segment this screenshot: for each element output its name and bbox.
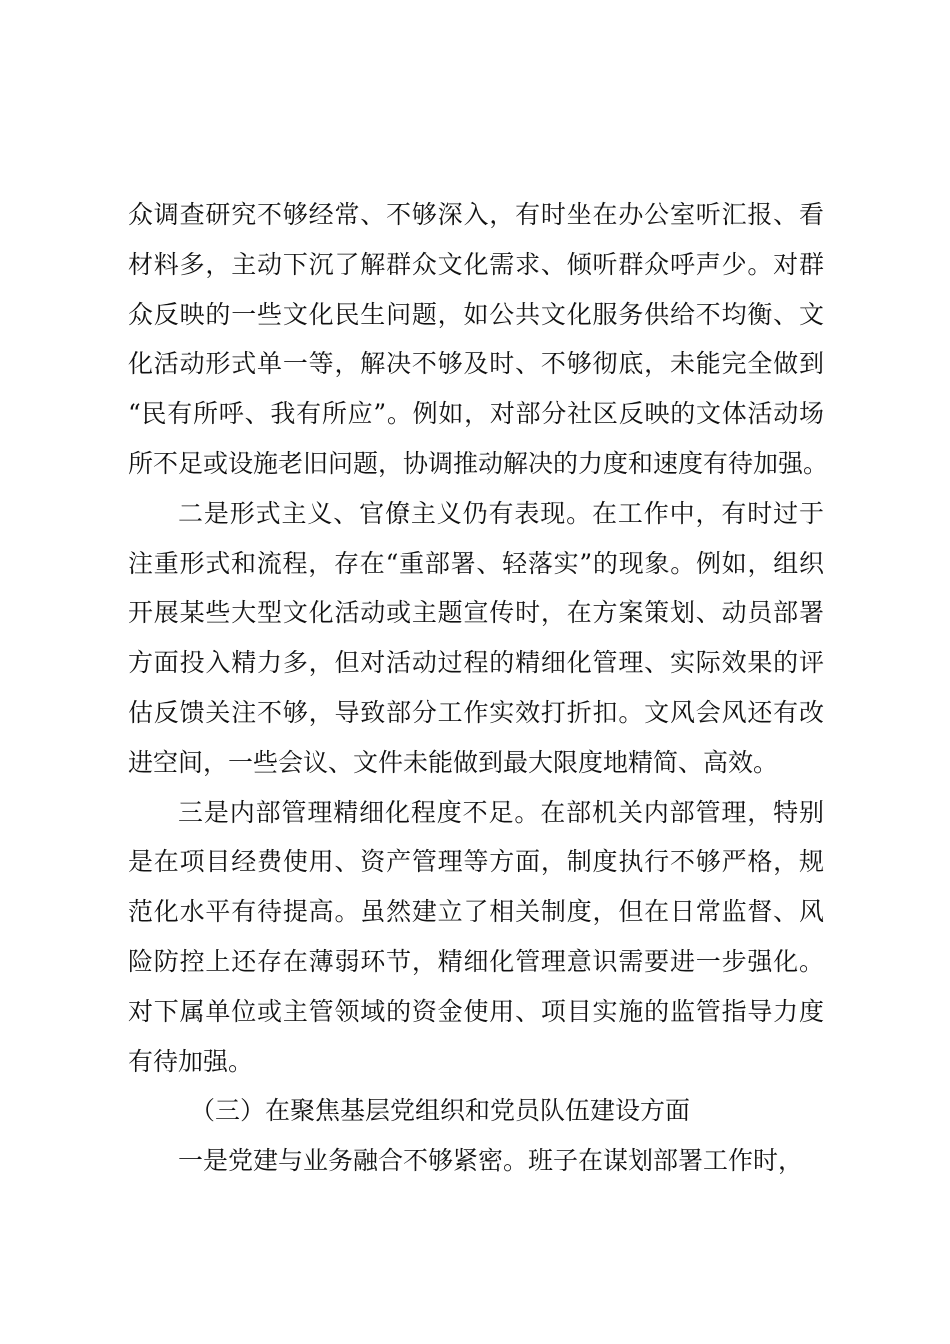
- text-line: 险防控上还存在薄弱环节，精细化管理意识需要进一步强化。: [128, 946, 824, 976]
- paragraph-4: [128, 1136, 824, 1186]
- text-line: 方面投入精力多，但对活动过程的精细化管理、实际效果的评: [128, 648, 824, 678]
- text-line: 有待加强。: [128, 1046, 254, 1076]
- text-line: 对下属单位或主管领域的资金使用、项目实施的监管指导力度: [128, 996, 824, 1026]
- text-line: 开展某些大型文化活动或主题宣传时，在方案策划、动员部署: [128, 598, 824, 628]
- text-line: 化活动形式单一等，解决不够及时、不够彻底，未能完全做到: [128, 349, 824, 379]
- text-line: 材料多，主动下沉了解群众文化需求、倾听群众呼声少。对群: [128, 249, 824, 279]
- text-line: 注重形式和流程，存在“重部署、轻落实”的现象。例如，组织: [128, 548, 824, 578]
- paragraph-3: [128, 788, 824, 1087]
- section-heading-text: （三）在聚焦基层党组织和党员队伍建设方面: [190, 1096, 691, 1126]
- section-heading: [128, 1086, 824, 1136]
- text-line: 进空间，一些会议、文件未能做到最大限度地精简、高效。: [128, 747, 779, 777]
- text-line: 范化水平有待提高。虽然建立了相关制度，但在日常监督、风: [128, 897, 824, 927]
- document-body: [128, 190, 829, 1186]
- text-line: 是在项目经费使用、资产管理等方面，制度执行不够严格，规: [128, 847, 824, 877]
- text-line: “民有所呼、我有所应”。例如，对部分社区反映的文体活动场: [128, 399, 824, 429]
- text-line: 所不足或设施老旧问题，协调推动解决的力度和速度有待加强。: [128, 448, 829, 478]
- text-line: 三是内部管理精细化程度不足。在部机关内部管理，特别: [178, 797, 824, 827]
- text-line: 估反馈关注不够，导致部分工作实效打折扣。文风会风还有改: [128, 697, 824, 727]
- text-line: 二是形式主义、官僚主义仍有表现。在工作中，有时过于: [178, 498, 824, 528]
- paragraph-2: [128, 489, 824, 788]
- paragraph-1: [128, 190, 829, 489]
- text-line: 众反映的一些文化民生问题，如公共文化服务供给不均衡、文: [128, 299, 824, 329]
- text-line: 众调查研究不够经常、不够深入，有时坐在办公室听汇报、看: [128, 200, 824, 229]
- text-line: 一是党建与业务融合不够紧密。班子在谋划部署工作时，: [178, 1146, 804, 1176]
